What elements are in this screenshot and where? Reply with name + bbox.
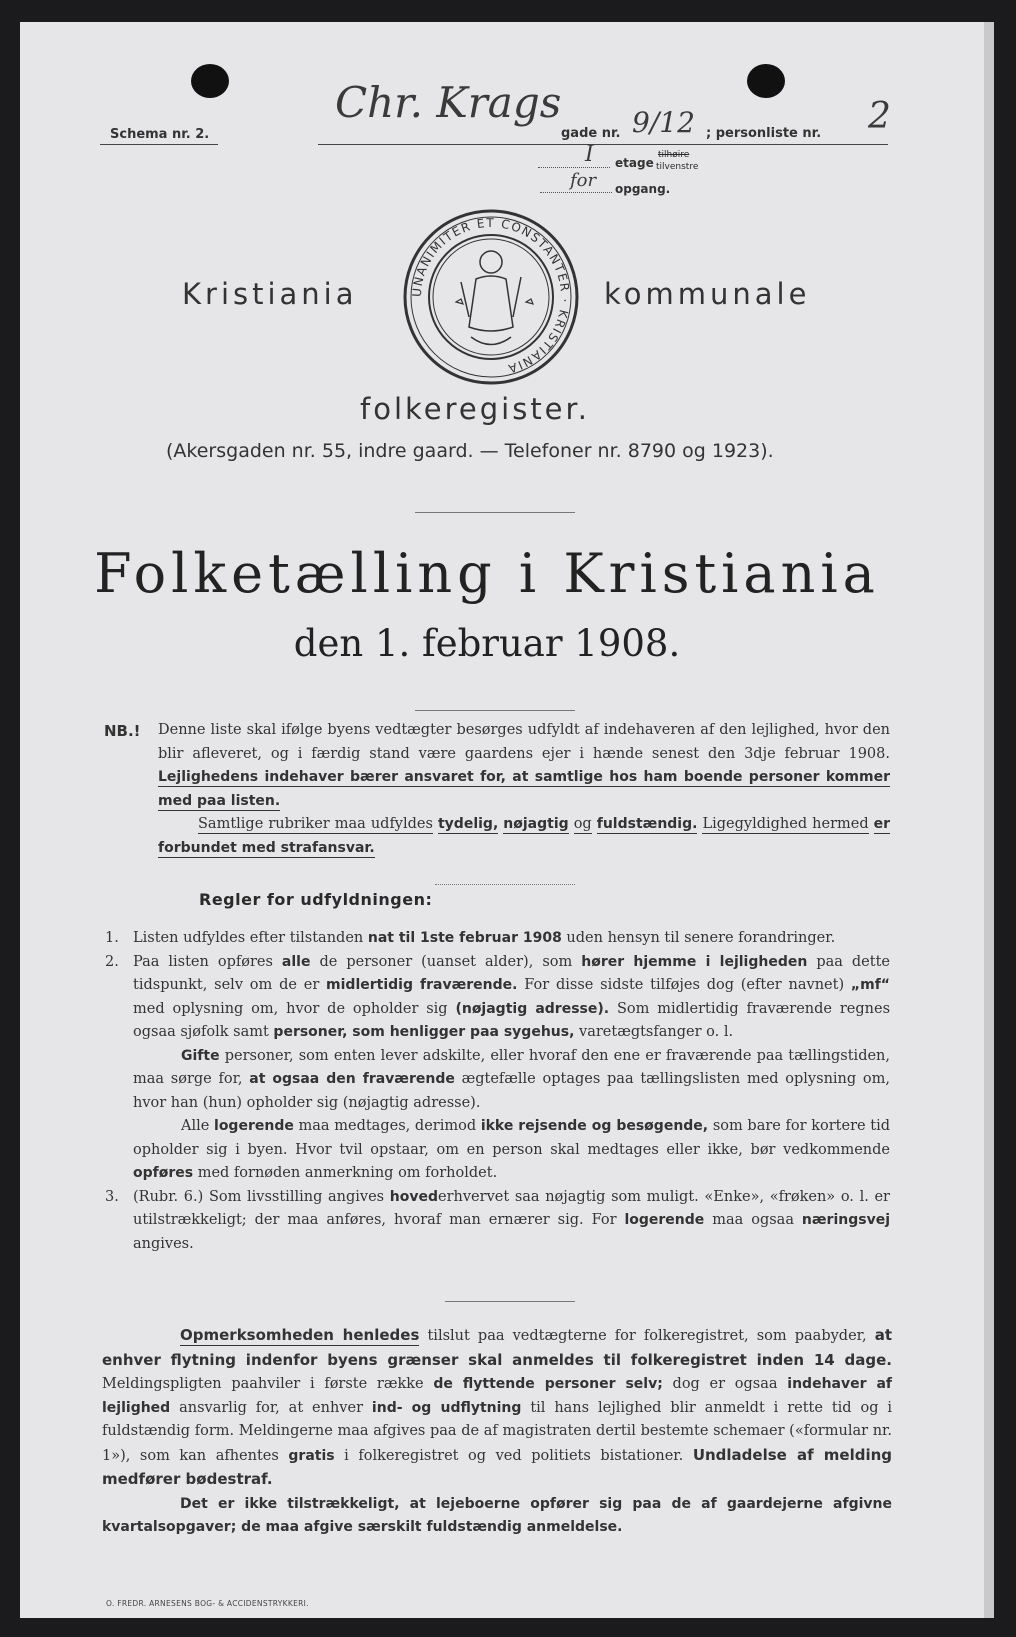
svg-text:UNANIMITER ET CONSTANTER · KRI [410, 216, 572, 376]
notice-text [102, 1324, 892, 1540]
header-underline [318, 144, 888, 145]
separator-3 [435, 884, 575, 885]
rule-bold: hoved [389, 1188, 439, 1205]
document-date: den 1. februar 1908. [293, 622, 681, 665]
rule-bold: midlertidig fraværende. [326, 977, 518, 993]
rule-bold: alle [281, 953, 311, 970]
etage-label: etage [615, 156, 654, 170]
rule-text: ægtefælle optages paa tællingslisten med oplysning om, hvor han (hun) opholder sig (nøjagtig adresse). [133, 1071, 890, 1111]
personliste-label: ; personliste nr. [706, 126, 822, 141]
notice-penalty: Undladelse af melding medfører bødestraf. [102, 1445, 893, 1488]
separator-1 [415, 512, 575, 513]
document-title: Folketælling i Kristiania [94, 542, 880, 605]
separator-2 [415, 710, 575, 711]
rule-text: paa dette tidspunkt, selv om de er [133, 953, 890, 993]
office-right-word: kommunale [604, 277, 811, 311]
census-form-sheet [20, 22, 994, 1618]
nb-text-part: Samtlige rubriker maa udfyldes [198, 816, 433, 832]
rules-heading: Regler for udfyldningen: [199, 890, 433, 909]
rule-bold: Gifte [181, 1047, 220, 1064]
rule-number: 3. [105, 1188, 119, 1205]
rule-text: med oplysning om, hvor de opholder sig [133, 1000, 448, 1017]
rule-text: uden hensyn til senere forandringer. [566, 930, 836, 946]
rule-2-married [133, 1045, 890, 1116]
notice-bold: ind- og udflytning [371, 1399, 522, 1416]
rule-bold: næringsvej [801, 1212, 891, 1228]
notice-paragraph-2 [102, 1493, 892, 1540]
rule-text: varetægtsfanger o. l. [579, 1024, 734, 1040]
side-option: tilvenstre [656, 162, 699, 172]
notice-paragraph-1 [102, 1324, 892, 1493]
nb-text [158, 719, 890, 860]
nb-tydelig: tydelig, [437, 816, 499, 832]
notice-part: Meldingspligten paahviler i første række [102, 1376, 424, 1392]
rule-text: angives. [133, 1235, 194, 1252]
rule-bold: ikke rejsende og besøgende, [480, 1118, 709, 1134]
personliste-number-handwritten: 2 [868, 96, 891, 137]
nb-responsibility: Lejlighedens indehaver bærer ansvaret for, at samtlige hos ham boende personer kommer med paa listen. [158, 769, 890, 809]
notice-bold: at enhver flytning indenfor byens grænser skal anmeldes til folkeregistret inden 14 dage. [102, 1326, 893, 1369]
rule-number: 1. [105, 930, 119, 946]
rule-text: Paa listen opføres [133, 953, 273, 970]
notice-bold: Det er ikke tilstrækkeligt, at lejeboerne opfører sig paa de af gaardejerne afgivne kvartalsopgaver; de maa afgive særskilt fuldstændig anmeldelse. [102, 1495, 892, 1535]
rule-number: 2. [105, 953, 119, 970]
nb-strafansvar: er forbundet med strafansvar. [158, 816, 891, 856]
rule-text: Som midlertidig fraværende regnes ogsaa sjøfolk samt [133, 1000, 891, 1040]
rule-text: maa medtages, derimod [298, 1118, 477, 1134]
rule-bold: nat til 1ste februar 1908 [367, 930, 562, 946]
rule-3 [105, 1186, 891, 1257]
street-name-handwritten: Chr. Krags [335, 78, 562, 127]
rule-bold: personer, som henligger paa sygehus, [273, 1024, 575, 1040]
opgang-label: opgang. [615, 182, 671, 196]
nb-text-part: og [573, 816, 592, 832]
rule-text: som bare for kortere tid opholder sig i byen. Hvor tvil opstaar, om en person skal medtages eller ikke, bør vedkommende [133, 1118, 891, 1158]
notice-part: dog er ogsaa [672, 1376, 778, 1392]
nb-nojagtig: nøjagtig [503, 816, 569, 832]
notice-part: til hans lejlighed blir anmeldt i rette tid og i fuldstændig form. Meldingerne maa afgives paa de af magistraten dertil bestemte schemaer («formular nr. 1»), som kan afhentes [102, 1399, 893, 1464]
rule-bold: logerende [214, 1118, 294, 1134]
rule-text: maa ogsaa [712, 1212, 794, 1228]
notice-heading: Opmerksomheden henledes [180, 1326, 420, 1344]
rule-text: med fornøden anmerkning om forholdet. [197, 1165, 498, 1181]
gade-label: gade nr. [561, 126, 621, 141]
rule-bold: (nøjagtig adresse). [455, 1000, 610, 1017]
rule-1 [105, 927, 890, 951]
rule-text: erhvervet saa nøjagtig som muligt. «Enke», «frøken» o. l. er utilstrækkeligt; der maa anføres, hvoraf man ernærer sig. For [133, 1188, 890, 1228]
kristiania-seal-icon [401, 207, 581, 387]
schema-underline [100, 144, 218, 145]
rule-2-lodgers [133, 1115, 890, 1186]
opgang-value-handwritten: for [570, 170, 597, 191]
notice-part: ansvarlig for, at enhver [179, 1399, 364, 1416]
nb-label: NB.! [104, 722, 141, 740]
nb-paragraph-2 [158, 813, 890, 860]
rule-text: Alle [181, 1118, 210, 1134]
rule-text: (Rubr. 6.) Som livsstilling angives [133, 1188, 385, 1205]
etage-line [538, 167, 610, 168]
notice-bold: gratis [288, 1447, 335, 1464]
printer-imprint: O. FREDR. ARNESENS BOG- & ACCIDENSTRYKKERI. [106, 1599, 309, 1608]
rule-text: For disse sidste tilføjes dog (efter navnet) [524, 977, 845, 993]
rule-text: personer, som enten lever adskilte, eller hvoraf den ene er fraværende paa tællingstiden, maa sørge for, [133, 1047, 891, 1087]
nb-text-part: Denne liste skal ifølge byens vedtægter besørges udfyldt af indehaveren af den lejlighed, hvor den blir afleveret, og i færdig stand være gaardens ejer i hænde senest den 3dje februar 1908. [158, 722, 890, 762]
etage-value-handwritten: I [585, 142, 594, 167]
punch-hole-left [191, 64, 229, 98]
notice-part: tilslut paa vedtægterne for folkeregistret, som paabyder, [427, 1328, 867, 1344]
registry-word: folkeregister. [360, 392, 591, 426]
opgang-line [540, 192, 612, 193]
rule-text: Listen udfyldes efter tilstanden [133, 930, 364, 946]
rule-text: de personer (uanset alder), som [319, 953, 573, 970]
rule-bold: logerende [624, 1212, 705, 1228]
separator-4 [445, 1301, 575, 1302]
schema-label: Schema nr. 2. [110, 127, 210, 142]
rule-2 [105, 951, 891, 1045]
rule-bold: at ogsaa den fraværende [249, 1071, 455, 1087]
office-address: (Akersgaden nr. 55, indre gaard. — Telefoner nr. 8790 og 1923). [166, 440, 774, 462]
rule-bold: „mf“ [850, 977, 890, 993]
house-number-handwritten: 9/12 [632, 106, 695, 139]
notice-bold: de flyttende personer selv; [433, 1376, 663, 1392]
rule-bold: opføres [133, 1165, 194, 1181]
nb-text-part: Ligegyldighed hermed [702, 816, 869, 832]
side-option-struck: tilhøire [658, 150, 690, 160]
nb-fuldstaendig: fuldstændig. [596, 816, 698, 832]
office-left-word: Kristiania [182, 277, 358, 311]
rule-bold: hører hjemme i lejligheden [581, 953, 808, 970]
seal-text: UNANIMITER ET CONSTANTER · KRISTIANIA [409, 215, 573, 377]
punch-hole-right [747, 64, 785, 98]
rules-list [105, 927, 890, 1256]
notice-bold: indehaver af lejlighed [102, 1376, 893, 1416]
notice-part: i folkeregistret og ved politiets bistationer. [344, 1447, 684, 1464]
